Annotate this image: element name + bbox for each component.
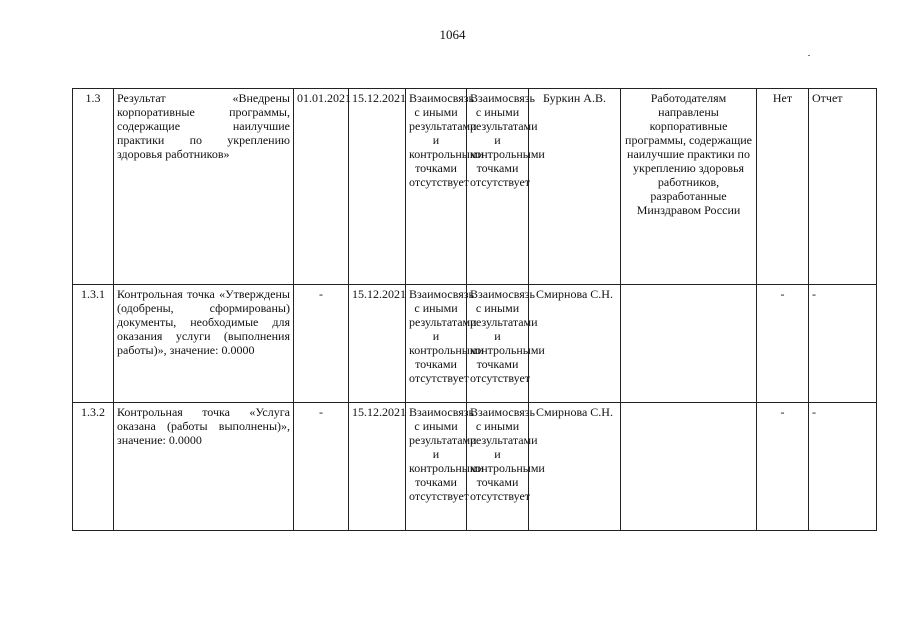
table-row <box>73 89 877 285</box>
start-date: - <box>294 403 349 531</box>
link-next: Взаимосвязь с иными результатами и контрольными точками отсутствует <box>467 285 529 403</box>
document-type: Отчет <box>809 89 877 285</box>
flag-cell: - <box>757 285 809 403</box>
responsible-person: Смирнова С.Н. <box>529 285 621 403</box>
result-description <box>621 285 757 403</box>
link-previous: Взаимосвязь с иными результатами и контрольными точками отсутствует <box>406 89 467 285</box>
link-next: Взаимосвязь с иными результатами и контрольными точками отсутствует <box>467 403 529 531</box>
result-description: Работодателям направлены корпоративные программы, содержащие наилучшие практики по укреплению здоровья работников, разработанные Минздравом России <box>621 89 757 285</box>
row-name: Контрольная точка «Услуга оказана (работы выполнены)», значение: 0.0000 <box>114 403 294 531</box>
start-date: - <box>294 285 349 403</box>
row-name: Контрольная точка «Утверждены (одобрены, сформированы) документы, необходимые для оказания услуги (выполнения работы)», значение: 0.0000 <box>114 285 294 403</box>
link-next: Взаимосвязь с иными результатами и контрольными точками отсутствует <box>467 89 529 285</box>
scan-speck <box>808 55 810 56</box>
document-type: - <box>809 403 877 531</box>
flag-cell: - <box>757 403 809 531</box>
flag-cell: Нет <box>757 89 809 285</box>
row-number: 1.3.2 <box>73 403 114 531</box>
table-row <box>73 403 877 531</box>
link-previous: Взаимосвязь с иными результатами и контрольными точками отсутствует <box>406 285 467 403</box>
end-date: 15.12.2021 <box>349 285 406 403</box>
start-date: 01.01.2021 <box>294 89 349 285</box>
end-date: 15.12.2021 <box>349 403 406 531</box>
page-number: 1064 <box>439 27 466 42</box>
row-number: 1.3 <box>73 89 114 285</box>
end-date: 15.12.2021 <box>349 89 406 285</box>
row-name: Результат «Внедрены корпоративные программы, содержащие наилучшие практики по укреплению здоровья работников» <box>114 89 294 285</box>
link-previous: Взаимосвязь с иными результатами и контрольными точками отсутствует <box>406 403 467 531</box>
result-description <box>621 403 757 531</box>
responsible-person: Буркин А.В. <box>529 89 621 285</box>
row-number: 1.3.1 <box>73 285 114 403</box>
document-type: - <box>809 285 877 403</box>
plan-table <box>72 88 877 531</box>
table-row <box>73 285 877 403</box>
responsible-person: Смирнова С.Н. <box>529 403 621 531</box>
